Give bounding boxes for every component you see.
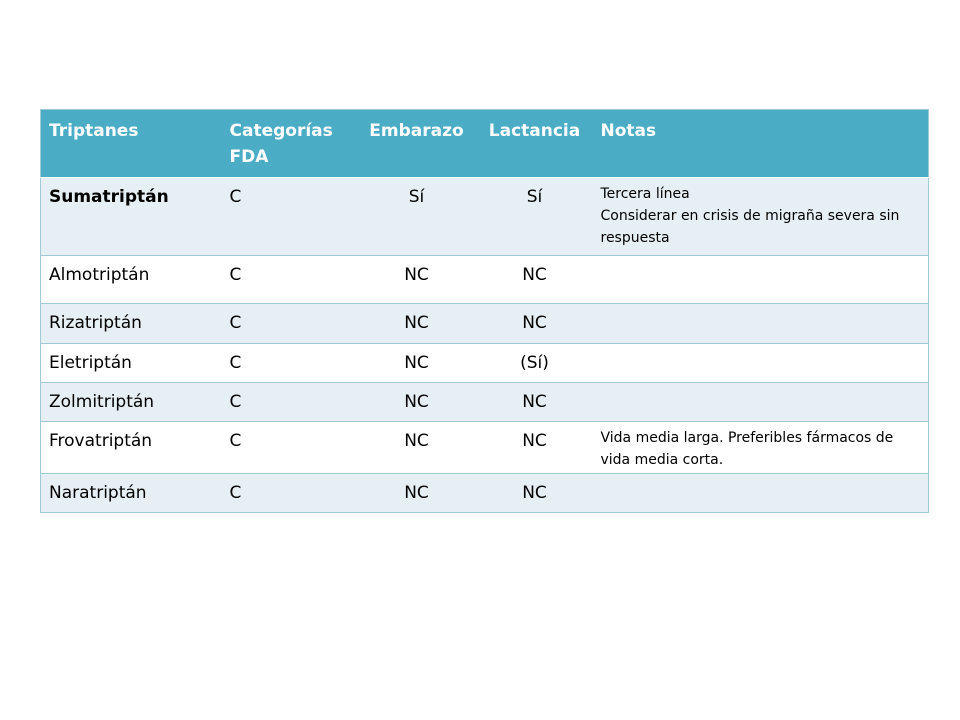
cell-triptan-name: Naratriptán [41, 474, 222, 513]
table-row [41, 344, 929, 383]
cell-lactancia: NC [475, 474, 593, 513]
cell-embarazo: NC [357, 304, 475, 344]
cell-triptan-name: Frovatriptán [41, 422, 222, 474]
cell-categoria: C [222, 474, 357, 513]
cell-categoria: C [222, 256, 357, 304]
cell-lactancia: NC [475, 422, 593, 474]
cell-categoria: C [222, 422, 357, 474]
header-triptanes: Triptanes [49, 121, 139, 141]
cell-triptan-name: Almotriptán [41, 256, 222, 304]
cell-categoria: C [222, 178, 357, 256]
cell-categoria: C [222, 383, 357, 422]
triptanes-table [40, 109, 929, 513]
cell-embarazo: NC [357, 474, 475, 513]
table-row [41, 422, 929, 474]
cell-triptan-name: Rizatriptán [41, 304, 222, 344]
cell-notas [593, 344, 929, 383]
cell-embarazo: NC [357, 383, 475, 422]
cell-embarazo: NC [357, 256, 475, 304]
table-row [41, 383, 929, 422]
cell-embarazo: Sí [357, 178, 475, 256]
cell-lactancia: NC [475, 256, 593, 304]
cell-notas [593, 256, 929, 304]
cell-lactancia: Sí [475, 178, 593, 256]
cell-lactancia: NC [475, 383, 593, 422]
cell-categoria: C [222, 344, 357, 383]
note-line: Tercera línea [600, 186, 690, 202]
cell-notas [593, 474, 929, 513]
cell-triptan-name: Eletriptán [41, 344, 222, 383]
header-row [41, 110, 929, 178]
header-embarazo: Embarazo [369, 121, 464, 141]
cell-triptan-name: Sumatriptán [41, 178, 222, 256]
header-categorias-fda [222, 110, 357, 178]
cell-embarazo: NC [357, 422, 475, 474]
cell-lactancia: (Sí) [475, 344, 593, 383]
table-header [41, 110, 929, 178]
cell-triptan-name: Zolmitriptán [41, 383, 222, 422]
cell-embarazo: NC [357, 344, 475, 383]
cell-notas [593, 383, 929, 422]
table-row [41, 178, 929, 256]
cell-categoria: C [222, 304, 357, 344]
header-notas: Notas [600, 121, 657, 141]
table-row [41, 256, 929, 304]
table-row [41, 474, 929, 513]
triptanes-table-container [40, 109, 928, 513]
cell-notas [593, 422, 929, 474]
header-categorias-line1: Categorías [229, 121, 333, 141]
table-row [41, 304, 929, 344]
header-categorias-line2: FDA [229, 147, 269, 167]
note-line: Considerar en crisis de migraña severa sin respuesta [600, 208, 900, 246]
cell-notas [593, 304, 929, 344]
cell-lactancia: NC [475, 304, 593, 344]
header-lactancia: Lactancia [488, 121, 581, 141]
note-line: Vida media larga. Preferibles fármacos de vida media corta. [600, 430, 894, 468]
table-body [41, 178, 929, 513]
cell-notas [593, 178, 929, 256]
